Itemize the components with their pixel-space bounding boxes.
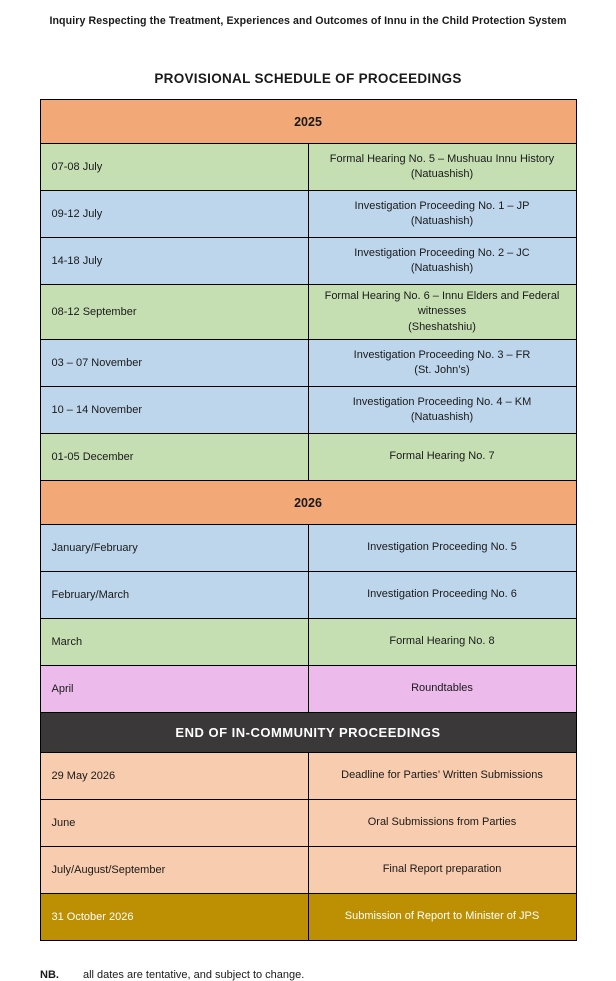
date-cell: March: [40, 619, 308, 666]
table-row: [40, 340, 576, 387]
event-line: Investigation Proceeding No. 5: [367, 541, 517, 554]
event-line: Investigation Proceeding No. 2 – JC: [354, 246, 530, 259]
year-header-cell: 2025: [40, 100, 576, 144]
event-line: (St. John’s): [414, 364, 470, 377]
date-cell: 08-12 September: [40, 285, 308, 340]
table-row: [40, 619, 576, 666]
event-line: Formal Hearing No. 6 – Innu Elders and Federal witnesses: [324, 290, 560, 318]
event-line: (Sheshatshiu): [408, 320, 476, 333]
table-row: [40, 572, 576, 619]
date-cell: 07-08 July: [40, 144, 308, 191]
date-cell: 14-18 July: [40, 238, 308, 285]
date-cell: 29 May 2026: [40, 753, 308, 800]
table-row: [40, 481, 576, 525]
date-cell: January/February: [40, 525, 308, 572]
event-cell: [308, 894, 576, 941]
year-header-cell: 2026: [40, 481, 576, 525]
document-header: Inquiry Respecting the Treatment, Experiences and Outcomes of Innu in the Child Protection System: [49, 15, 567, 27]
event-cell: [308, 144, 576, 191]
date-cell: July/August/September: [40, 847, 308, 894]
date-cell: 03 – 07 November: [40, 340, 308, 387]
date-cell: February/March: [40, 572, 308, 619]
event-line: Submission of Report to Minister of JPS: [344, 910, 540, 923]
date-cell: 10 – 14 November: [40, 387, 308, 434]
footnote-text: all dates are tentative, and subject to change.: [82, 969, 305, 981]
event-cell: [308, 434, 576, 481]
event-cell: [308, 387, 576, 434]
event-line: Formal Hearing No. 7: [389, 450, 495, 463]
table-row: [40, 387, 576, 434]
table-row: [40, 144, 576, 191]
event-cell: [308, 572, 576, 619]
event-line: Investigation Proceeding No. 6: [367, 588, 517, 601]
table-row: [40, 525, 576, 572]
event-line: Formal Hearing No. 8: [389, 635, 495, 648]
event-cell: [308, 191, 576, 238]
table-row: [40, 894, 576, 941]
date-cell: June: [40, 800, 308, 847]
event-cell: [308, 238, 576, 285]
table-row: [40, 285, 576, 340]
event-cell: [308, 800, 576, 847]
table-row: [40, 191, 576, 238]
event-line: Investigation Proceeding No. 3 – FR: [353, 348, 531, 361]
footnote-label: NB.: [40, 969, 59, 981]
banner-cell: END OF IN-COMMUNITY PROCEEDINGS: [40, 713, 576, 753]
event-cell: [308, 285, 576, 340]
footnote: [40, 969, 616, 981]
event-line: (Natuashish): [410, 262, 474, 274]
page-title: PROVISIONAL SCHEDULE OF PROCEEDINGS: [154, 71, 462, 86]
event-cell: [308, 847, 576, 894]
event-line: Investigation Proceeding No. 4 – KM: [352, 395, 532, 408]
table-row: [40, 100, 576, 144]
event-line: Oral Submissions from Parties: [367, 816, 517, 829]
date-cell: 31 October 2026: [40, 894, 308, 941]
table-row: [40, 847, 576, 894]
table-row: [40, 713, 576, 753]
event-line: (Natuashish): [410, 168, 474, 180]
date-cell: 09-12 July: [40, 191, 308, 238]
event-line: Investigation Proceeding No. 1 – JP: [354, 199, 530, 212]
event-cell: [308, 340, 576, 387]
event-cell: [308, 525, 576, 572]
table-row: [40, 434, 576, 481]
date-cell: April: [40, 666, 308, 713]
event-line: Roundtables: [411, 682, 473, 695]
event-cell: [308, 753, 576, 800]
table-row: [40, 800, 576, 847]
table-row: [40, 753, 576, 800]
event-line: Formal Hearing No. 5 – Mushuau Innu History: [329, 152, 555, 165]
date-cell: 01-05 December: [40, 434, 308, 481]
event-line: Final Report preparation: [382, 863, 502, 876]
event-line: (Natuashish): [410, 215, 474, 227]
schedule-table-body: [40, 100, 576, 941]
table-row: [40, 238, 576, 285]
table-row: [40, 666, 576, 713]
event-cell: [308, 666, 576, 713]
event-line: Deadline for Parties’ Written Submissions: [341, 769, 543, 782]
event-cell: [308, 619, 576, 666]
event-line: (Natuashish): [410, 411, 474, 424]
schedule-table: [40, 99, 577, 941]
